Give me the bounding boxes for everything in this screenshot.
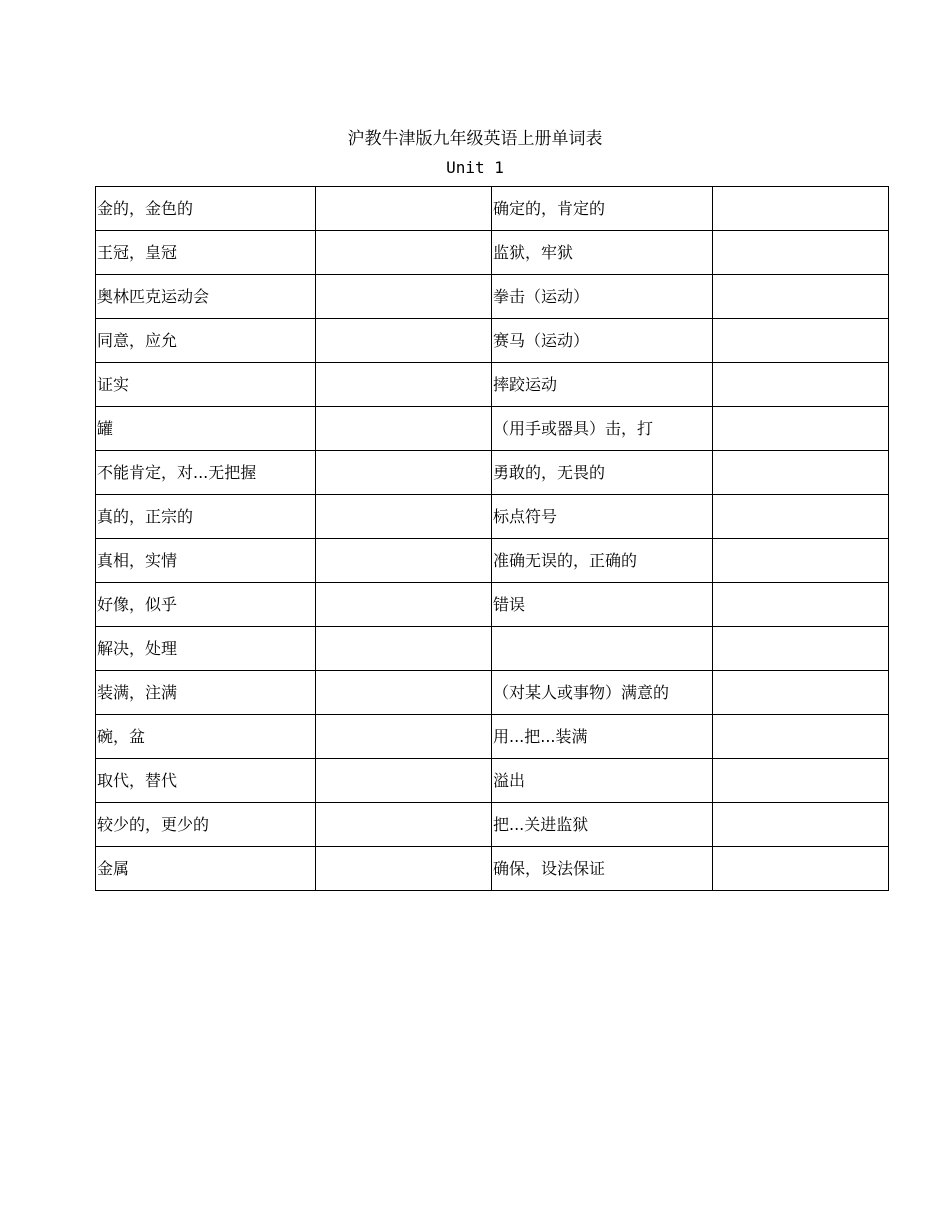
chinese-meaning-cell: （对某人或事物）满意的 (492, 671, 713, 715)
english-answer-cell[interactable] (713, 275, 889, 319)
chinese-meaning-cell: 解决，处理 (96, 627, 316, 671)
english-answer-cell[interactable] (316, 363, 492, 407)
english-answer-cell[interactable] (713, 583, 889, 627)
chinese-meaning-cell: 碗，盆 (96, 715, 316, 759)
chinese-meaning-cell: 赛马（运动） (492, 319, 713, 363)
english-answer-cell[interactable] (713, 847, 889, 891)
chinese-meaning-cell: 取代，替代 (96, 759, 316, 803)
chinese-meaning-cell: 溢出 (492, 759, 713, 803)
table-row (96, 363, 889, 407)
english-answer-cell[interactable] (713, 803, 889, 847)
english-answer-cell[interactable] (316, 539, 492, 583)
english-answer-cell[interactable] (316, 583, 492, 627)
chinese-meaning-cell: 确保，设法保证 (492, 847, 713, 891)
chinese-meaning-cell: 准确无误的，正确的 (492, 539, 713, 583)
chinese-meaning-cell: 好像，似乎 (96, 583, 316, 627)
english-answer-cell[interactable] (713, 187, 889, 231)
english-answer-cell[interactable] (713, 319, 889, 363)
table-row (96, 847, 889, 891)
chinese-meaning-cell: 不能肯定，对...无把握 (96, 451, 316, 495)
chinese-meaning-cell: 勇敢的，无畏的 (492, 451, 713, 495)
chinese-meaning-cell (492, 627, 713, 671)
english-answer-cell[interactable] (713, 231, 889, 275)
english-answer-cell[interactable] (316, 407, 492, 451)
english-answer-cell[interactable] (713, 539, 889, 583)
table-row (96, 539, 889, 583)
english-answer-cell[interactable] (316, 275, 492, 319)
chinese-meaning-cell: 证实 (96, 363, 316, 407)
english-answer-cell[interactable] (316, 759, 492, 803)
table-row (96, 275, 889, 319)
chinese-meaning-cell: 罐 (96, 407, 316, 451)
chinese-meaning-cell: 王冠，皇冠 (96, 231, 316, 275)
english-answer-cell[interactable] (316, 847, 492, 891)
english-answer-cell[interactable] (316, 231, 492, 275)
chinese-meaning-cell: 真相，实情 (96, 539, 316, 583)
english-answer-cell[interactable] (713, 495, 889, 539)
english-answer-cell[interactable] (316, 187, 492, 231)
english-answer-cell[interactable] (713, 715, 889, 759)
vocabulary-table (95, 186, 889, 891)
english-answer-cell[interactable] (316, 319, 492, 363)
english-answer-cell[interactable] (713, 759, 889, 803)
chinese-meaning-cell: 金属 (96, 847, 316, 891)
table-row (96, 627, 889, 671)
chinese-meaning-cell: 把...关进监狱 (492, 803, 713, 847)
english-answer-cell[interactable] (316, 451, 492, 495)
chinese-meaning-cell: 拳击（运动） (492, 275, 713, 319)
table-row (96, 231, 889, 275)
english-answer-cell[interactable] (316, 803, 492, 847)
chinese-meaning-cell: 真的，正宗的 (96, 495, 316, 539)
english-answer-cell[interactable] (316, 715, 492, 759)
english-answer-cell[interactable] (316, 495, 492, 539)
table-row (96, 407, 889, 451)
chinese-meaning-cell: 标点符号 (492, 495, 713, 539)
chinese-meaning-cell: 金的，金色的 (96, 187, 316, 231)
chinese-meaning-cell: 监狱，牢狱 (492, 231, 713, 275)
table-row (96, 187, 889, 231)
english-answer-cell[interactable] (316, 671, 492, 715)
table-row (96, 583, 889, 627)
english-answer-cell[interactable] (713, 671, 889, 715)
english-answer-cell[interactable] (713, 407, 889, 451)
chinese-meaning-cell: 用...把...装满 (492, 715, 713, 759)
document-title: 沪教牛津版九年级英语上册单词表 (347, 129, 603, 149)
table-row (96, 495, 889, 539)
table-row (96, 759, 889, 803)
table-row (96, 451, 889, 495)
unit-heading: Unit 1 (446, 158, 504, 177)
english-answer-cell[interactable] (713, 363, 889, 407)
english-answer-cell[interactable] (316, 627, 492, 671)
table-row (96, 319, 889, 363)
chinese-meaning-cell: （用手或器具）击，打 (492, 407, 713, 451)
english-answer-cell[interactable] (713, 627, 889, 671)
table-row (96, 803, 889, 847)
chinese-meaning-cell: 奥林匹克运动会 (96, 275, 316, 319)
table-row (96, 715, 889, 759)
chinese-meaning-cell: 装满，注满 (96, 671, 316, 715)
chinese-meaning-cell: 摔跤运动 (492, 363, 713, 407)
chinese-meaning-cell: 同意，应允 (96, 319, 316, 363)
chinese-meaning-cell: 较少的，更少的 (96, 803, 316, 847)
chinese-meaning-cell: 错误 (492, 583, 713, 627)
english-answer-cell[interactable] (713, 451, 889, 495)
table-row (96, 671, 889, 715)
chinese-meaning-cell: 确定的，肯定的 (492, 187, 713, 231)
